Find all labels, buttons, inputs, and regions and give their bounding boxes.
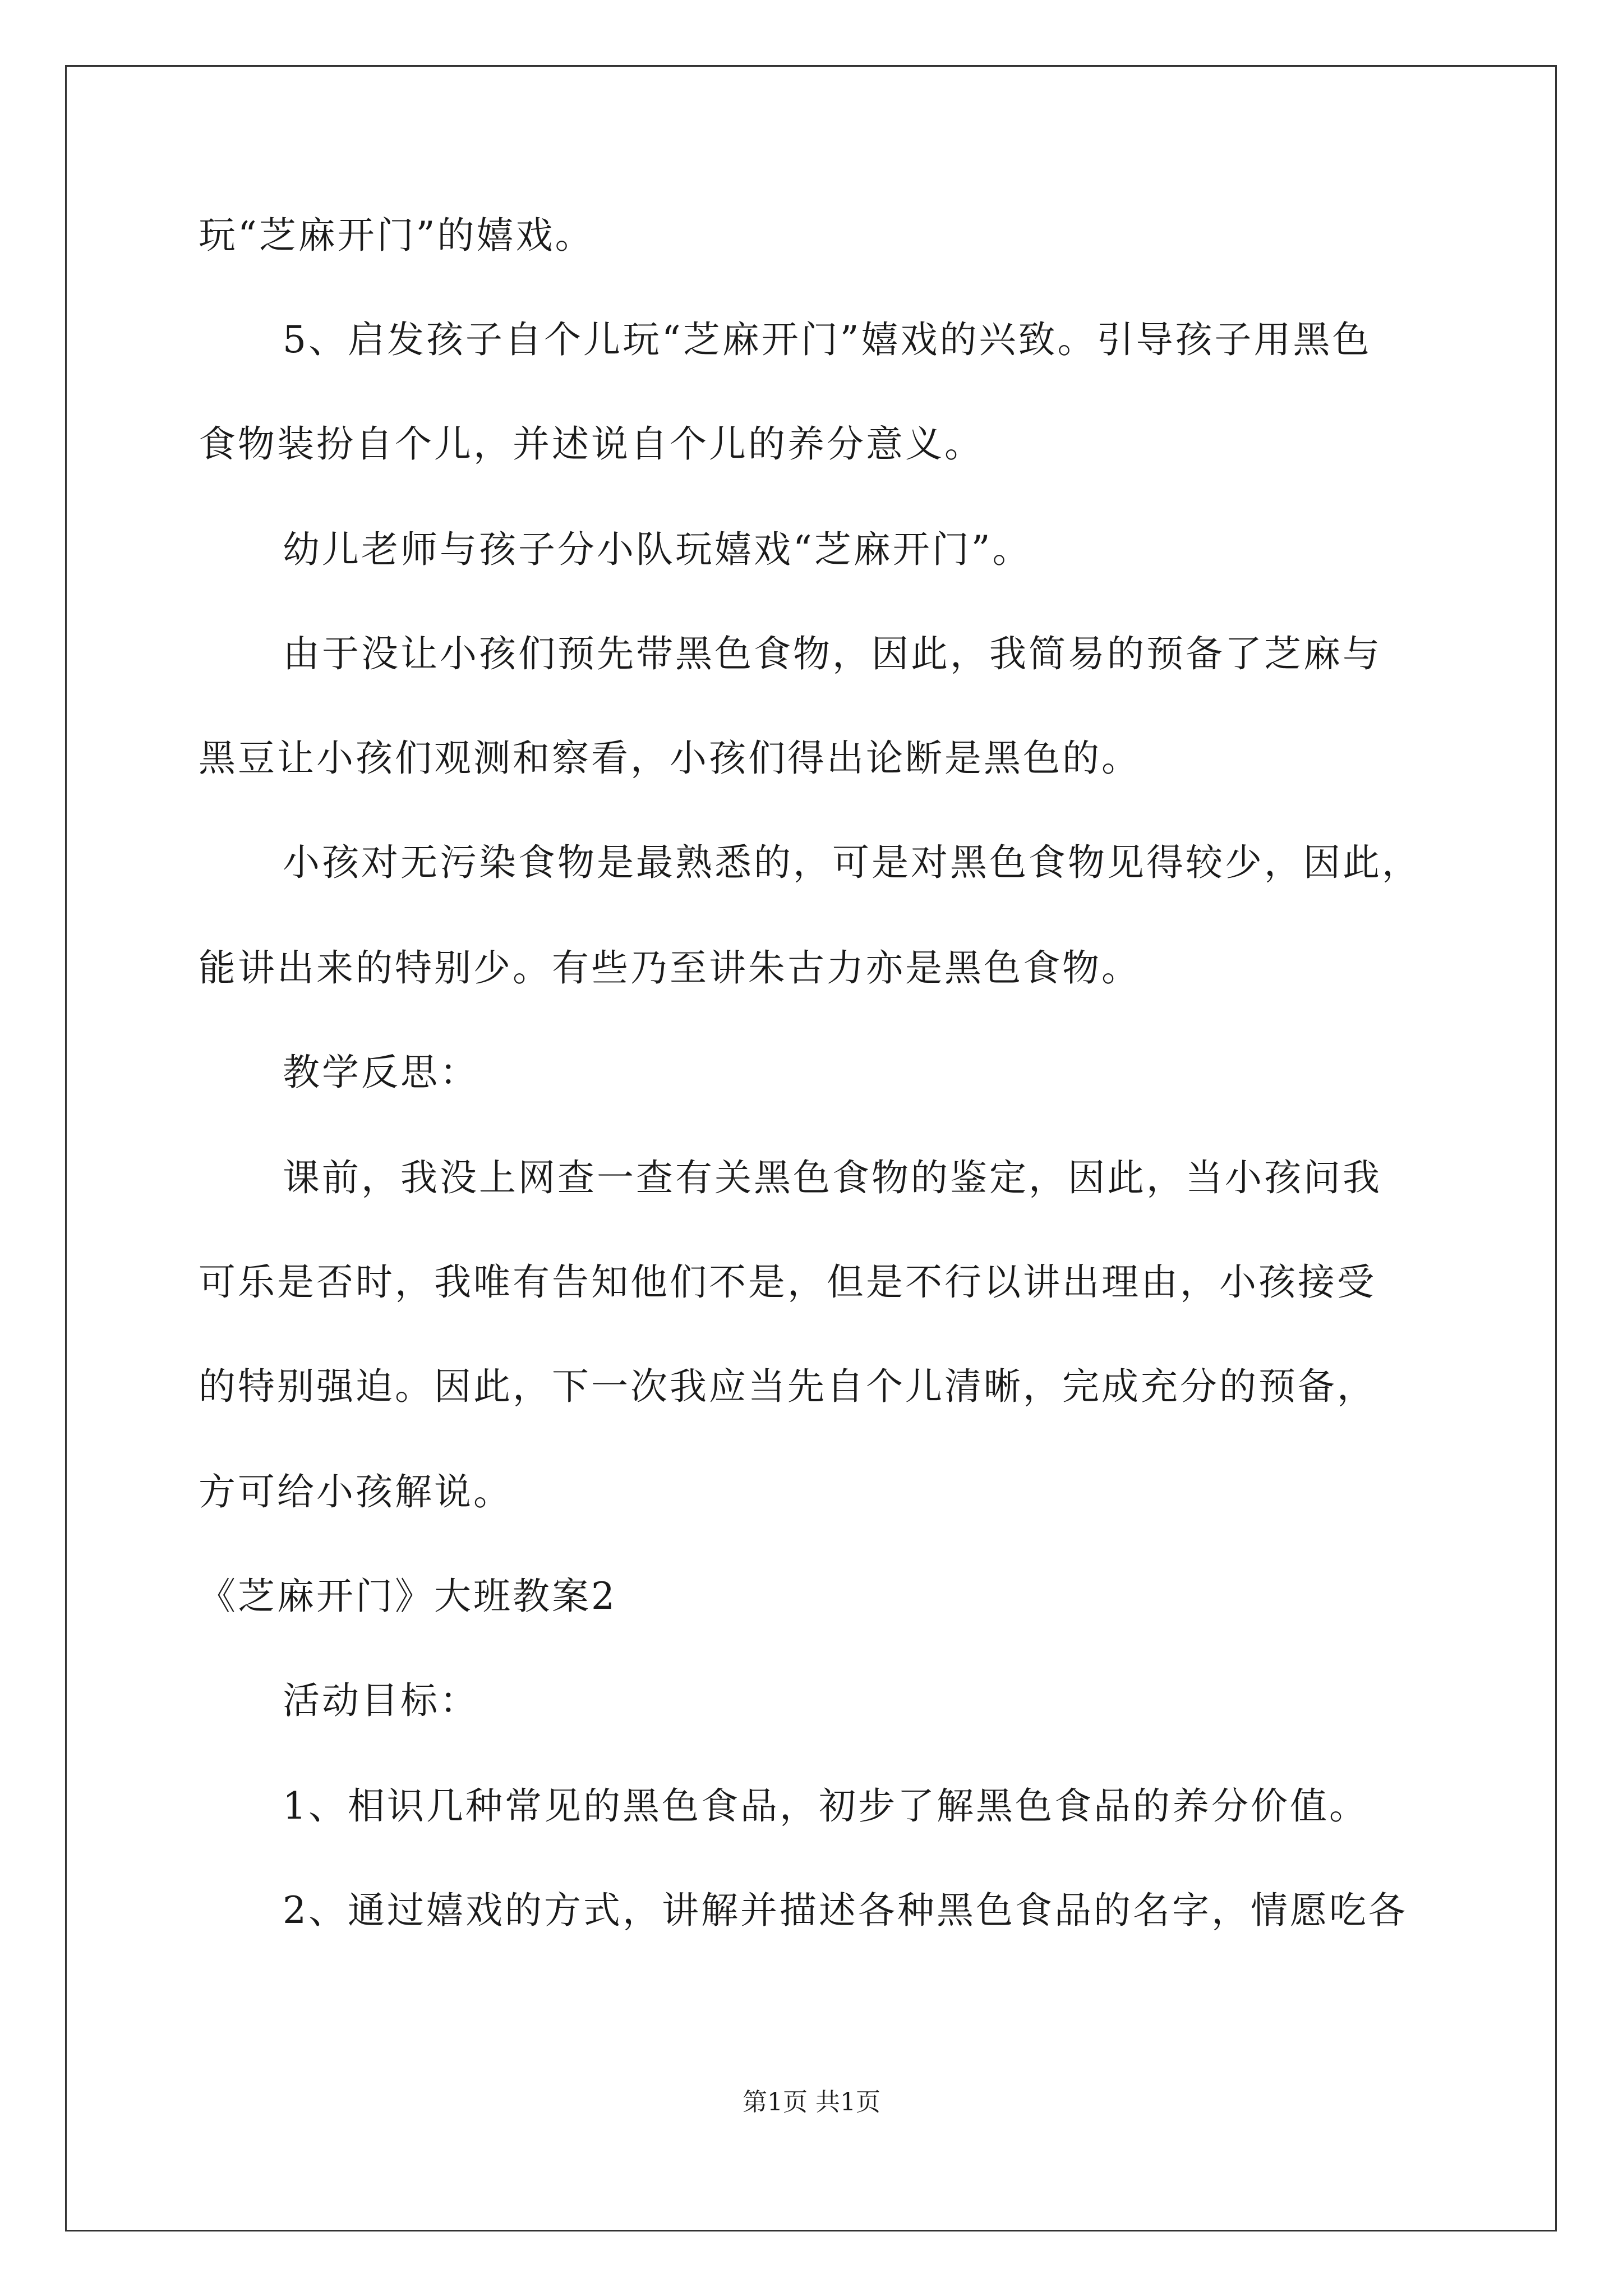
text-line: 的特别强迫。因此，下一次我应当先自个儿清晰，完成充分的预备， xyxy=(199,1365,1376,1408)
text-line: 由于没让小孩们预先带黑色食物，因此，我简易的预备了芝麻与 xyxy=(283,632,1382,675)
page-footer: 第1页 共1页 xyxy=(743,2088,880,2116)
text-line: 玩“芝麻开门”的嬉戏。 xyxy=(199,214,594,257)
text-line: 2、通过嬉戏的方式，讲解并描述各种黑色食品的名字，情愿吃各 xyxy=(283,1889,1408,1932)
section-title: 《芝麻开门》大班教案2 xyxy=(199,1575,617,1618)
text-line: 课前，我没上网查一查有关黑色食物的鉴定，因此，当小孩问我 xyxy=(283,1156,1382,1199)
text-line: 小孩对无污染食物是最熟悉的，可是对黑色食物见得较少，因此， xyxy=(283,841,1421,884)
text-line: 方可给小孩解说。 xyxy=(199,1470,513,1513)
section-label: 教学反思： xyxy=(283,1051,479,1094)
text-line: 幼儿老师与孩子分小队玩嬉戏“芝麻开门”。 xyxy=(283,528,1032,571)
text-line: 可乐是否时，我唯有告知他们不是，但是不行以讲出理由，小孩接受 xyxy=(199,1260,1376,1304)
text-line: 5、启发孩子自个儿玩“芝麻开门”嬉戏的兴致。引导孩子用黑色 xyxy=(283,318,1372,361)
text-line: 黑豆让小孩们观测和察看，小孩们得出论断是黑色的。 xyxy=(199,737,1141,780)
text-line: 能讲出来的特别少。有些乃至讲朱古力亦是黑色食物。 xyxy=(199,946,1141,990)
text-line: 1、相识几种常见的黑色食品，初步了解黑色食品的养分价值。 xyxy=(283,1784,1368,1828)
section-label: 活动目标： xyxy=(283,1679,479,1722)
text-line: 食物装扮自个儿，并述说自个儿的养分意义。 xyxy=(199,422,984,466)
